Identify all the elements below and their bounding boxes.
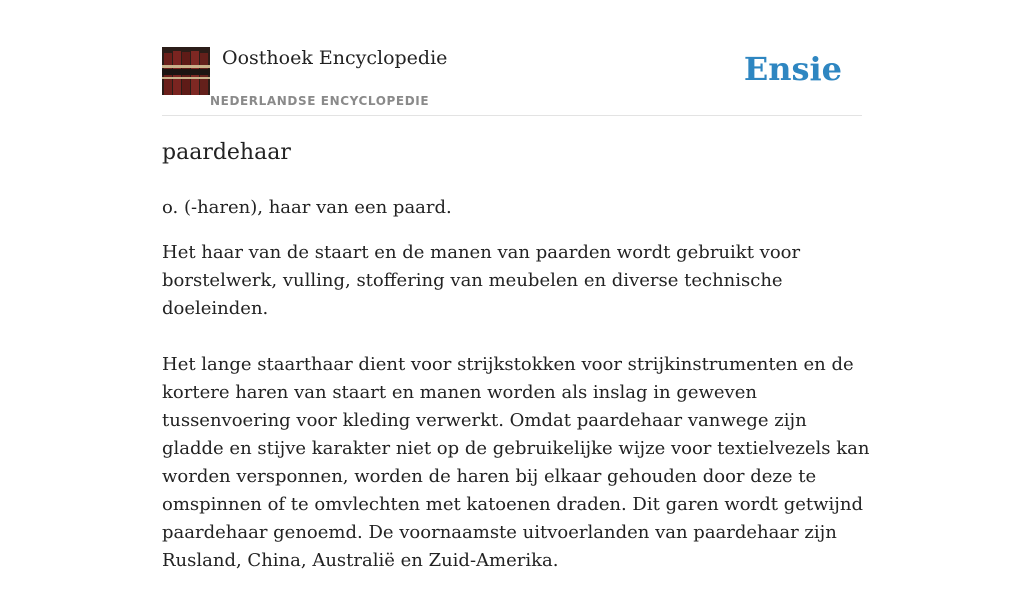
site-name[interactable]: Oosthoek Encyclopedie: [222, 47, 448, 69]
entry-definition: o. (-haren), haar van een paard.: [162, 197, 452, 218]
book-spines-icon[interactable]: [162, 47, 210, 95]
entry-paragraph: Het lange staarthaar dient voor strijkstokken voor strijkinstrumenten en de kortere haren van staart en manen worden als inslag in geweven tussenvoering voor kleding verwerkt. Omdat paardehaar vanwege zijn gladde en stijve karakter niet op de gebruikelijke wijze voor textielvezels kan worden versponnen, worden de haren bij elkaar gehouden door deze te omspinnen of te omvlechten met katoenen draden. Dit garen wordt getwijnd paardehaar genoemd. De voornaamste uitvoerlanden van paardehaar zijn Rusland, China, Australië en Zuid-Amerika.: [162, 354, 870, 571]
entry-title: paardehaar: [162, 140, 291, 165]
entry-body: [162, 239, 872, 603]
page-container: [162, 0, 870, 571]
brand-logo[interactable]: Ensie: [743, 50, 842, 88]
site-header: [162, 0, 862, 116]
entry-paragraph: Het haar van de staart en de manen van paarden wordt gebruikt voor borstelwerk, vulling, stoffering van meubelen en diverse technische doeleinden.: [162, 242, 801, 319]
site-tagline: NEDERLANDSE ENCYCLOPEDIE: [210, 94, 430, 108]
